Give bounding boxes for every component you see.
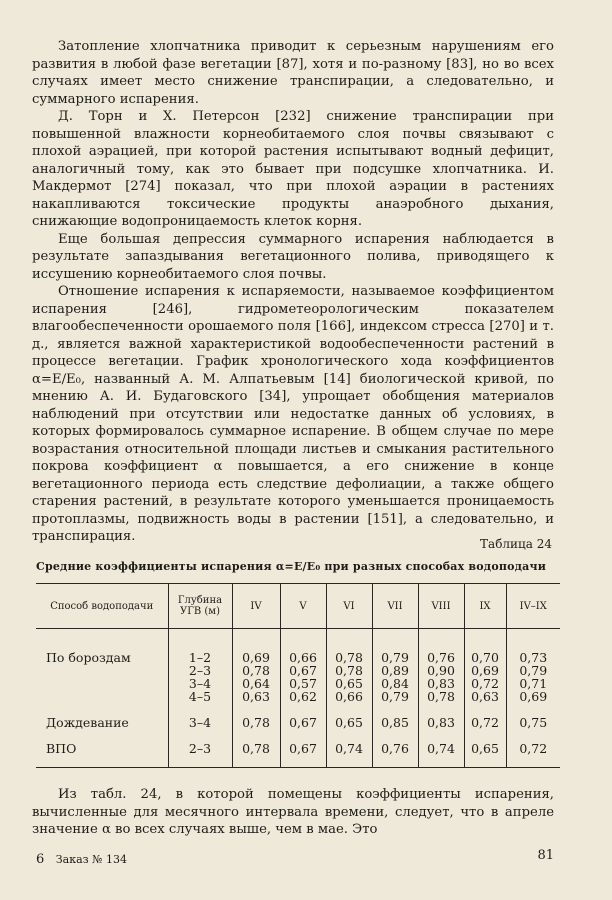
depth-value: 3–4 (188, 676, 212, 691)
depth-cell (168, 629, 232, 705)
value-cell-iv (232, 629, 280, 705)
header-period-iv-ix: IV–IX (506, 584, 560, 629)
depth-value: 1–2 (188, 650, 212, 665)
table-row (36, 629, 560, 705)
value: 0,78 (335, 663, 363, 678)
paragraph-3: Еще большая депрессия суммарного испарения наблюдается в результате запаздывания вегетационного полива, приводящего к иссушению корнеобитаемого слоя почвы. (32, 231, 554, 282)
table-row (36, 704, 560, 730)
method-cell: ВПО (36, 730, 168, 768)
depth-cell: 2–3 (168, 730, 232, 768)
header-depth: Глубина УГВ (м) (168, 584, 232, 629)
value: 0,78 (427, 689, 455, 704)
value-cell-v: 0,67 (280, 704, 326, 730)
page-number: 81 (537, 848, 554, 863)
header-month-ix: IX (464, 584, 506, 629)
value: 0,84 (381, 676, 409, 691)
value-cell-vii: 0,85 (372, 704, 418, 730)
value-cell-iv-ix (506, 629, 560, 705)
header-month-v: V (280, 584, 326, 629)
value-cell-iv: 0,78 (232, 704, 280, 730)
value: 0,72 (471, 676, 499, 691)
continuation-text (32, 786, 554, 839)
value: 0,79 (381, 650, 409, 665)
depth-value: 2–3 (188, 663, 212, 678)
value: 0,78 (335, 650, 363, 665)
header-month-iv: IV (232, 584, 280, 629)
value-cell-viii (418, 629, 464, 705)
value-cell-vii: 0,76 (372, 730, 418, 768)
value-cell-ix (464, 629, 506, 705)
value: 0,69 (242, 650, 270, 665)
depth-value: 4–5 (188, 689, 212, 704)
order-number: Заказ № 134 (55, 853, 128, 866)
value: 0,64 (242, 676, 270, 691)
value-cell-v (280, 629, 326, 705)
value-cell-iv-ix: 0,75 (506, 704, 560, 730)
value-cell-viii: 0,74 (418, 730, 464, 768)
value-cell-vi: 0,65 (326, 704, 372, 730)
value: 0,57 (289, 676, 317, 691)
print-signature (36, 852, 127, 867)
header-month-vi: VI (326, 584, 372, 629)
value: 0,69 (471, 663, 499, 678)
value-cell-viii: 0,83 (418, 704, 464, 730)
value: 0,65 (335, 676, 363, 691)
value: 0,83 (427, 676, 455, 691)
paragraph-2: Д. Торн и Х. Петерсон [232] снижение транспирации при повышенной влажности корнеобитаемого слоя почвы связывают с плохой аэрацией, при которой растения испытывают водный дефицит, аналогичный тому, как это бывает при подсушке хлопчатника. И. Макдермот [274] показал, что при плохой аэрации в растениях накапливаются токсические продукты анаэробного дыхания, снижающие водопроницаемость клеток корня. (32, 109, 554, 229)
value: 0,63 (471, 689, 499, 704)
paragraph-1: Затопление хлопчатника приводит к серьезным нарушениям его развития в любой фазе вегетации [87], хотя и по-разному [83], но во всех случаях имеет место снижение транспирации, а следовательно, и суммарного испарения. (32, 39, 554, 107)
value: 0,67 (289, 663, 317, 678)
paragraph-4: Отношение испарения к испаряемости, называемое коэффициентом испарения [246], гидрометеорологическим показателем влагообеспеченности орошаемого поля [166], индексом стресса [270] и т. д., является важной характеристикой водообеспеченности растений в процессе вегетации. График хронологического хода коэффициентов α=E/E₀, названный А. М. Алпатьевым [14] биологической кривой, по мнению А. И. Будаговского [34], упрощает обобщения материалов наблюдений при отсутствии или недостатке данных об условиях, в которых формировалось суммарное испарение. В общем случае по мере возрастания относительной площади листьев и смыкания растительного покрова коэффициент α повышается, а его снижение в конце вегетационного периода есть следствие дефолиации, а также общего старения растений, в результате которого уменьшается проницаемость протоплазмы, подвижность воды в растении [151], а следовательно, и транспирация. (32, 284, 554, 544)
value: 0,62 (289, 689, 317, 704)
signature-mark: 6 (36, 852, 45, 867)
value-cell-iv: 0,78 (232, 730, 280, 768)
value: 0,66 (335, 689, 363, 704)
depth-cell: 3–4 (168, 704, 232, 730)
value-cell-v: 0,67 (280, 730, 326, 768)
value-cell-vii (372, 629, 418, 705)
value: 0,70 (471, 650, 499, 665)
header-method: Способ водоподачи (36, 584, 168, 629)
header-month-viii: VIII (418, 584, 464, 629)
value: 0,79 (381, 689, 409, 704)
header-month-vii: VII (372, 584, 418, 629)
value-cell-ix: 0,72 (464, 704, 506, 730)
value-cell-ix: 0,65 (464, 730, 506, 768)
body-text (32, 38, 554, 546)
value: 0,69 (519, 689, 548, 704)
paragraph-after-table: Из табл. 24, в которой помещены коэффициенты испарения, вычисленные для месячного интервала времени, следует, что в апреле значение α во всех случаях выше, чем в мае. Это (32, 787, 554, 837)
value: 0,90 (427, 663, 455, 678)
table-caption: Средние коэффициенты испарения α=E/E₀ при разных способах водоподачи (36, 560, 547, 573)
value: 0,79 (519, 663, 548, 678)
value-cell-vi: 0,74 (326, 730, 372, 768)
table-row (36, 730, 560, 768)
method-cell: По бороздам (46, 650, 131, 665)
value-cell-iv-ix: 0,72 (506, 730, 560, 768)
coefficient-table (36, 583, 560, 768)
value: 0,89 (381, 663, 409, 678)
table-header-row (36, 584, 560, 629)
value: 0,76 (427, 650, 455, 665)
value-cell-vi (326, 629, 372, 705)
table-number: Таблица 24 (480, 537, 552, 551)
method-cell: Дождевание (46, 715, 129, 730)
value: 0,71 (519, 676, 548, 691)
value: 0,78 (242, 663, 270, 678)
value: 0,66 (289, 650, 317, 665)
value: 0,73 (519, 650, 548, 665)
value: 0,63 (242, 689, 270, 704)
